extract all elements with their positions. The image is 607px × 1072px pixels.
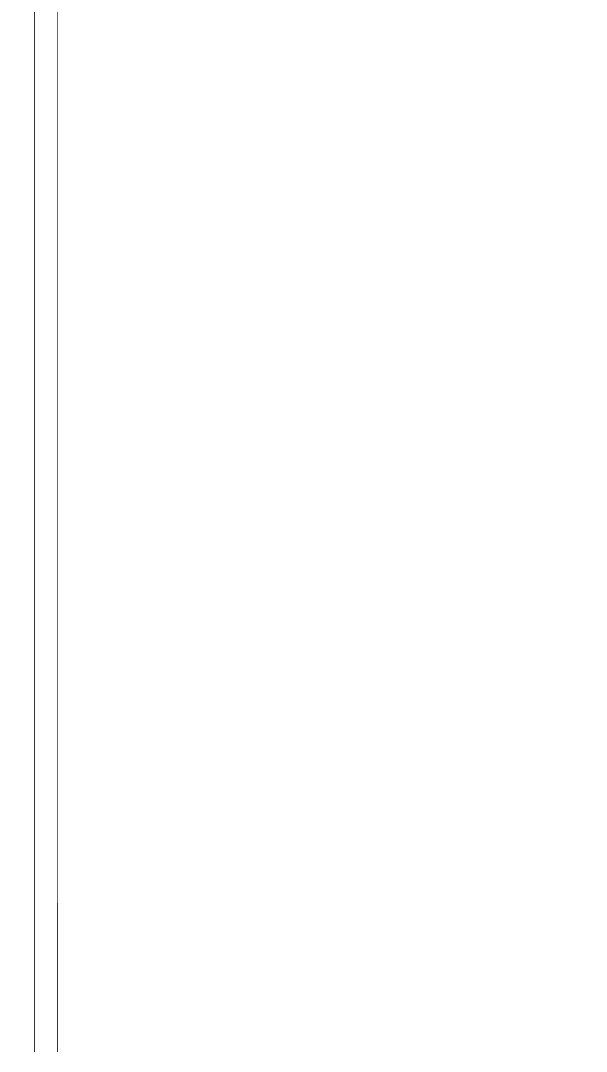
header-group-organic-matter [35,606,58,755]
comparison-table [34,12,58,1052]
header-township-name [35,903,58,1052]
header-group-total-nitrogen [35,458,58,607]
header-group-available-potassium [35,309,58,458]
header-group-available-phosphorus [35,161,58,310]
header-group-ph [35,755,58,904]
header-group-alkali-nitrogen [35,12,58,161]
